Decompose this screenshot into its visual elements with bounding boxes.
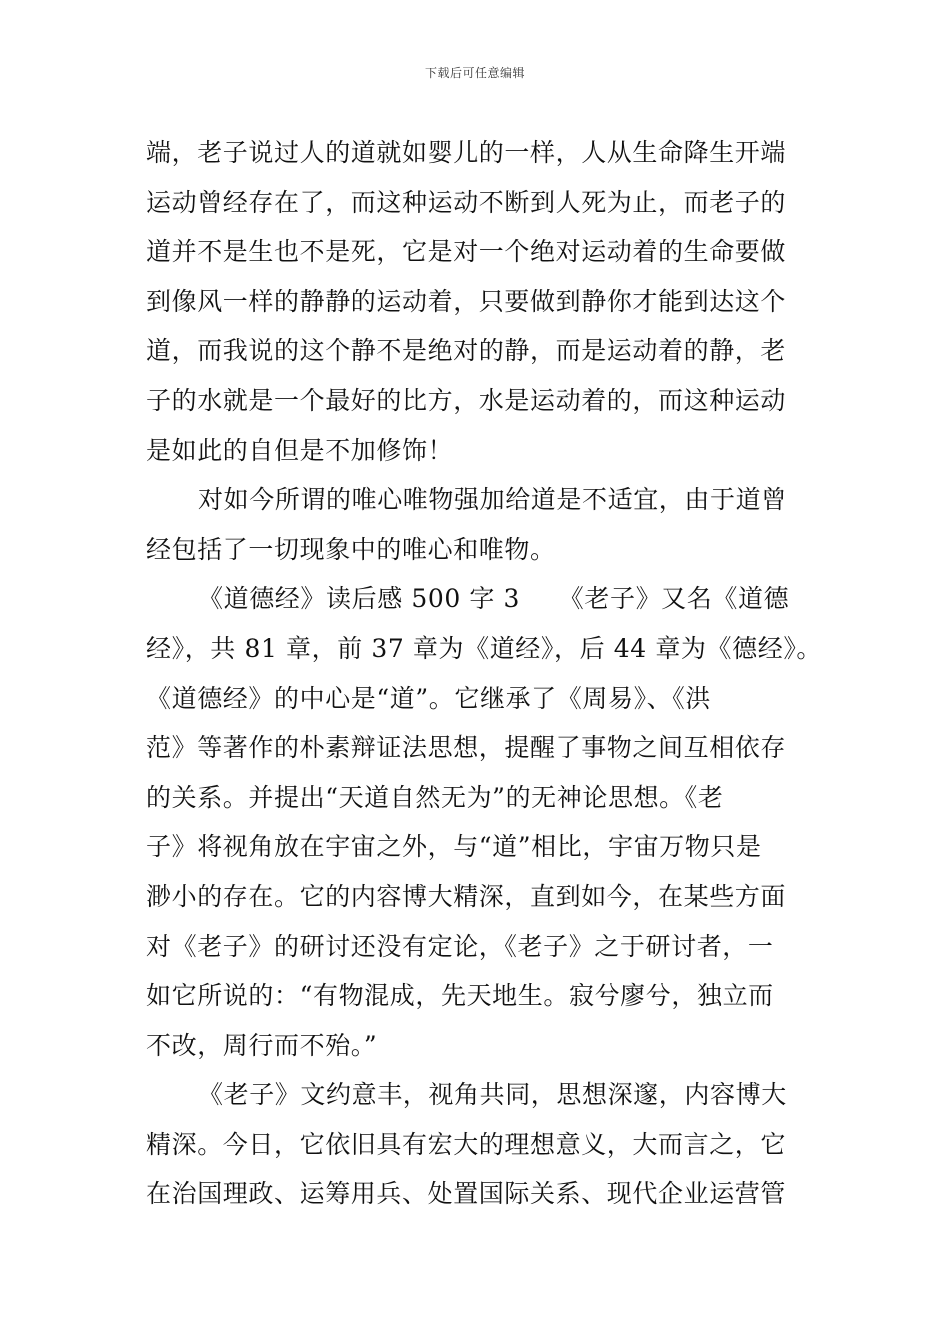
text-line: 《道德经》的中心是“道”。它继承了《周易》、《洪 xyxy=(146,683,711,713)
text-line: 子的水就是一个最好的比方，水是运动着的，而这种运动 xyxy=(146,385,787,415)
text-line: 渺小的存在。它的内容博大精深，直到如今，在某些方面 xyxy=(146,881,787,911)
text-line: 的关系。并提出“天道自然无为”的无神论思想。《老 xyxy=(146,782,724,812)
text-line: 不改，周行而不殆。” xyxy=(146,1030,378,1060)
text-line: 经包括了一切现象中的唯心和唯物。 xyxy=(146,534,556,564)
text-line: 对《老子》的研讨还没有定论，《老子》之于研讨者，一 xyxy=(146,931,774,961)
text-line: 经》，共 81 章，前 37 章为《道经》，后 44 章为《德经》。 xyxy=(146,633,823,663)
text-line: 到像风一样的静静的运动着，只要做到静你才能到达这个 xyxy=(146,286,787,316)
paragraph-first-line: 《道德经》读后感 500 字 3 《老子》又名《道德 xyxy=(198,584,790,614)
page-header: 下载后可任意编辑 xyxy=(424,66,525,80)
text-line: 如它所说的：“有物混成，先天地生。寂兮廖兮，独立而 xyxy=(146,981,774,1011)
text-line: 端，老子说过人的道就如婴儿的一样，人从生命降生开端 xyxy=(146,138,787,167)
text-line: 在治国理政、运筹用兵、处置国际关系、现代企业运营管 xyxy=(146,1179,787,1209)
paragraph-first-line: 《老子》文约意丰，视角共同，思想深邃，内容博大 xyxy=(198,1080,787,1110)
document-body xyxy=(146,128,823,1219)
text-line: 精深。今日，它依旧具有宏大的理想意义，大而言之，它 xyxy=(146,1129,787,1159)
text-line: 运动曾经存在了，而这种运动不断到人死为止，而老子的 xyxy=(146,187,787,217)
text-line: 道，而我说的这个静不是绝对的静，而是运动着的静，老 xyxy=(146,336,787,366)
text-line: 子》将视角放在宇宙之外，与“道”相比，宇宙万物只是 xyxy=(146,832,762,862)
paragraph-first-line: 对如今所谓的唯心唯物强加给道是不适宜，由于道曾 xyxy=(198,485,787,515)
text-line: 是如此的自但是不加修饰！ xyxy=(146,435,454,465)
text-line: 范》等著作的朴素辩证法思想，提醒了事物之间互相依存 xyxy=(146,733,787,763)
text-line: 道并不是生也不是死，它是对一个绝对运动着的生命要做 xyxy=(146,237,787,267)
